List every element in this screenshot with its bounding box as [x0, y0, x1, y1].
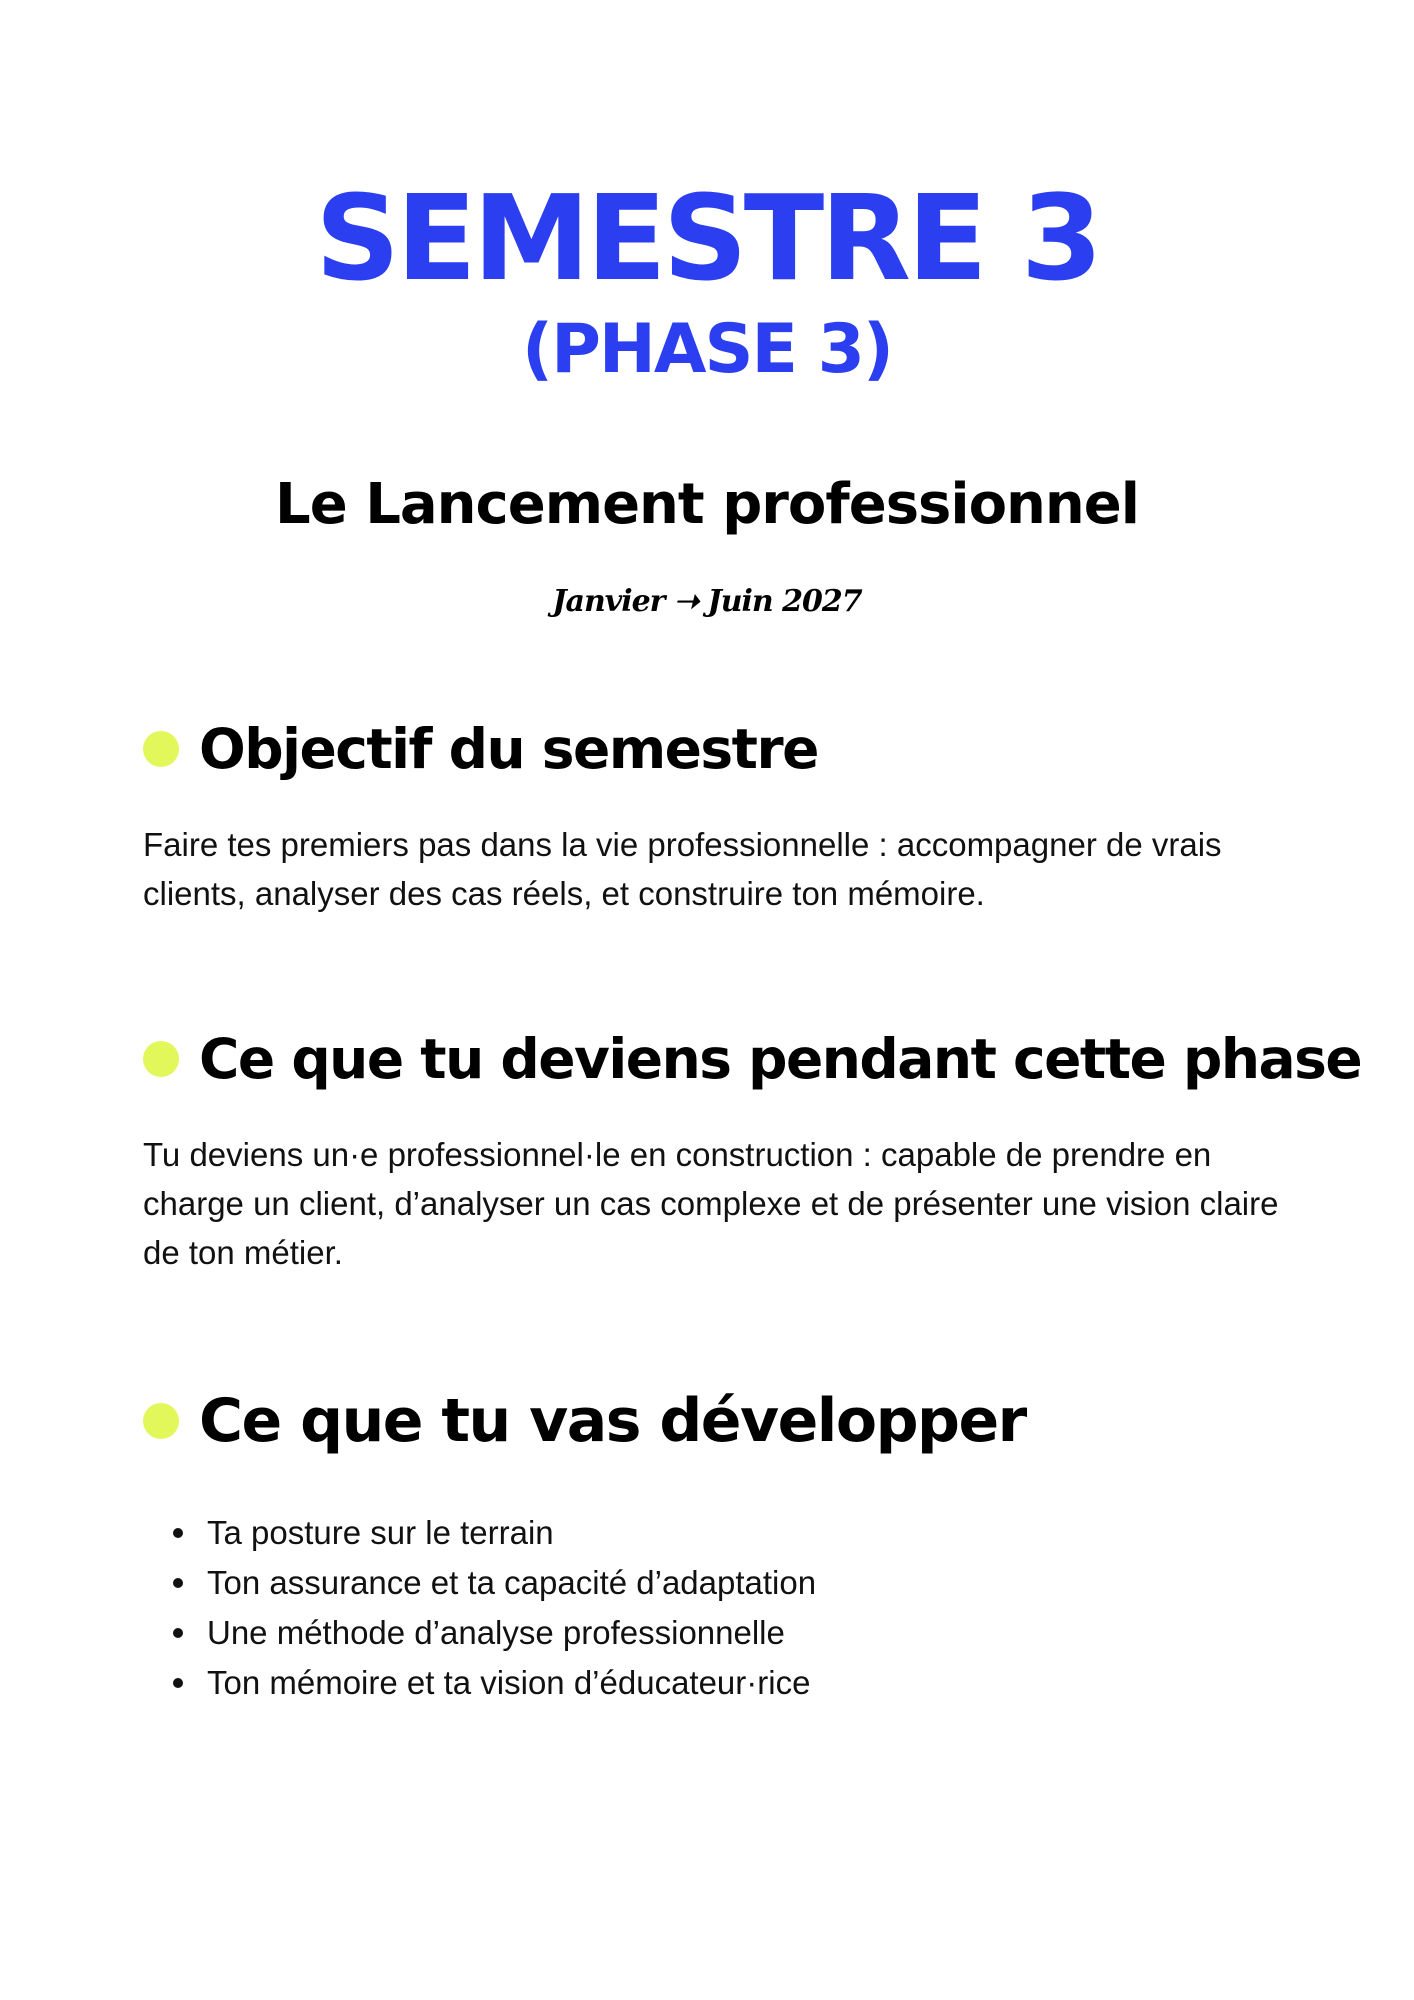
bullet-icon — [173, 1578, 183, 1588]
section-heading-devenir — [143, 1024, 1361, 1094]
skills-list — [143, 1508, 816, 1708]
section-heading-developper — [143, 1386, 1026, 1456]
list-item-text: Ton mémoire et ta vision d’éducateur·rice — [207, 1664, 811, 1701]
yellow-dot-icon — [143, 731, 179, 767]
bullet-icon — [173, 1628, 183, 1638]
section-heading-text: Ce que tu vas développer — [199, 1386, 1026, 1456]
page-title: SEMESTRE 3 — [315, 169, 1099, 307]
section-heading-text: Ce que tu deviens pendant cette phase — [199, 1027, 1362, 1091]
list-item-text: Ton assurance et ta capacité d’adaptation — [207, 1564, 817, 1601]
yellow-dot-icon — [143, 1403, 179, 1439]
list-item — [143, 1508, 816, 1558]
section-body-objectif: Faire tes premiers pas dans la vie professionnelle : accompagner de vrais clients, analyser des cas réels, et construire ton mémoire. — [143, 826, 1222, 912]
list-item-text: Ta posture sur le terrain — [207, 1514, 554, 1551]
bullet-icon — [173, 1678, 183, 1688]
list-item — [143, 1608, 816, 1658]
yellow-dot-icon — [143, 1041, 179, 1077]
list-item-text: Une méthode d’analyse professionnelle — [207, 1614, 785, 1651]
date-range: Janvier ➝ Juin 2027 — [552, 584, 862, 619]
section-body-devenir: Tu deviens un·e professionnel·le en construction : capable de prendre en charge un client, d’analyser un cas complexe et de présenter une vision claire de ton métier. — [143, 1136, 1279, 1271]
list-item — [143, 1558, 816, 1608]
section-heading-objectif — [143, 714, 818, 784]
page-subtitle: Le Lancement professionnel — [275, 472, 1139, 537]
bullet-icon — [173, 1528, 183, 1538]
list-item — [143, 1658, 816, 1708]
section-heading-text: Objectif du semestre — [199, 717, 818, 781]
phase-label: (PHASE 3) — [522, 310, 892, 389]
